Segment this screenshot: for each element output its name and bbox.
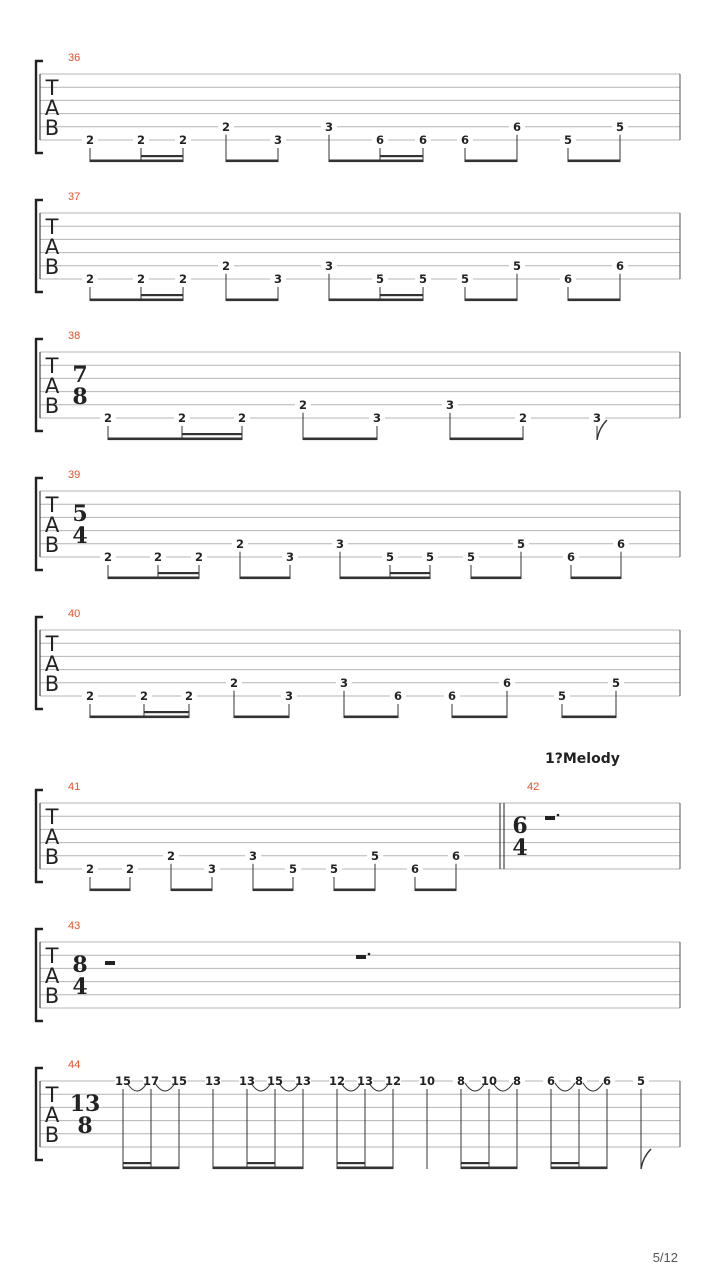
fret-number: 2 [229, 675, 239, 690]
time-signature-denominator: 8 [77, 1113, 93, 1139]
beam [415, 889, 456, 892]
fret-number: 10 [418, 1074, 436, 1088]
tab-clef-letter: T [45, 805, 59, 829]
beam [108, 577, 199, 580]
beam [568, 299, 620, 302]
fret-number: 5 [375, 272, 385, 286]
fret-number: 3 [445, 397, 455, 412]
tab-clef-letter: B [44, 1123, 60, 1147]
beam [337, 1167, 393, 1170]
tab-clef-letter: A [44, 374, 60, 398]
beam-16th [390, 572, 430, 574]
fret-number: 2 [518, 411, 528, 425]
beam-16th [337, 1162, 365, 1164]
fret-number: 2 [103, 550, 113, 564]
fret-number: 6 [410, 862, 420, 876]
beam [123, 1167, 179, 1170]
fret-number: 6 [546, 1074, 556, 1088]
tab-clef-letter: B [44, 116, 60, 140]
tab-clef-letter: A [44, 96, 60, 120]
fret-number: 3 [284, 689, 294, 703]
fret-number: 2 [178, 133, 188, 147]
beam [329, 299, 423, 302]
beam [213, 1167, 303, 1170]
beam [90, 299, 183, 302]
fret-number: 8 [574, 1074, 584, 1088]
fret-number: 15 [114, 1074, 132, 1088]
fret-number: 5 [288, 862, 298, 876]
tab-clef-letter: A [44, 513, 60, 537]
fret-number: 12 [328, 1074, 346, 1088]
fret-number: 6 [566, 550, 576, 564]
fret-number: 5 [615, 119, 625, 134]
fret-number: 3 [372, 411, 382, 425]
beam [90, 889, 130, 892]
measure-number: 43 [68, 920, 81, 932]
beam [465, 299, 517, 302]
rest-dot [557, 814, 560, 817]
beam [465, 160, 517, 163]
measure-number: 40 [68, 608, 81, 620]
beam [340, 577, 430, 580]
fret-number: 13 [204, 1074, 222, 1088]
beam [240, 577, 290, 580]
fret-number: 5 [611, 675, 621, 690]
time-signature-numerator: 13 [69, 1091, 101, 1117]
measure-number: 41 [68, 781, 81, 793]
time-signature-numerator: 8 [72, 952, 88, 978]
page-number: 5/12 [652, 1250, 678, 1265]
beam [253, 889, 293, 892]
fret-number: 6 [418, 133, 428, 147]
fret-number: 5 [418, 272, 428, 286]
fret-number: 15 [266, 1074, 284, 1088]
fret-number: 3 [324, 258, 334, 273]
fret-number: 5 [636, 1074, 646, 1088]
beam [471, 577, 521, 580]
beam-16th [247, 1162, 275, 1164]
beam-16th [123, 1162, 151, 1164]
fret-number: 2 [139, 689, 149, 703]
fret-number: 5 [466, 550, 476, 564]
fret-number: 17 [142, 1074, 160, 1088]
eighth-note-flag [641, 1149, 651, 1169]
fret-number: 8 [512, 1074, 522, 1088]
tab-clef-letter: A [44, 825, 60, 849]
tab-clef-letter: T [45, 1083, 59, 1107]
fret-number: 2 [136, 133, 146, 147]
fret-number: 13 [294, 1074, 312, 1088]
tab-clef-letter: T [45, 944, 59, 968]
rest-dot [368, 953, 371, 956]
measure-number: 37 [68, 191, 81, 203]
beam [461, 1167, 517, 1170]
beam [226, 299, 278, 302]
beam [303, 438, 377, 441]
tab-clef-letter: A [44, 235, 60, 259]
beam [551, 1167, 607, 1170]
time-signature-numerator: 5 [72, 501, 88, 527]
tab-clef-letter: B [44, 845, 60, 869]
beam-16th [380, 155, 423, 157]
tab-clef-letter: A [44, 652, 60, 676]
fret-number: 13 [238, 1074, 256, 1088]
fret-number: 3 [324, 119, 334, 134]
beam [571, 577, 621, 580]
fret-number: 2 [221, 119, 231, 134]
whole-rest [105, 961, 115, 965]
fret-number: 6 [375, 133, 385, 147]
fret-number: 15 [170, 1074, 188, 1088]
fret-number: 5 [460, 272, 470, 286]
fret-number: 2 [235, 536, 245, 551]
tab-clef-letter: T [45, 215, 59, 239]
fret-number: 6 [393, 689, 403, 703]
tab-clef-letter: B [44, 394, 60, 418]
tab-clef-letter: T [45, 493, 59, 517]
fret-number: 2 [194, 550, 204, 564]
fret-number: 2 [85, 272, 95, 286]
fret-number: 3 [273, 133, 283, 147]
time-signature-numerator: 7 [72, 362, 88, 388]
beam [234, 716, 289, 719]
measure-number: 36 [68, 52, 81, 64]
fret-number: 3 [248, 848, 258, 863]
beam-16th [144, 711, 189, 713]
beam-16th [182, 433, 242, 435]
fret-number: 6 [512, 119, 522, 134]
beam [334, 889, 375, 892]
fret-number: 3 [339, 675, 349, 690]
fret-number: 2 [85, 689, 95, 703]
fret-number: 5 [512, 258, 522, 273]
measure-number: 44 [68, 1059, 81, 1071]
fret-number: 2 [237, 411, 247, 425]
fret-number: 2 [177, 411, 187, 425]
fret-number: 2 [178, 272, 188, 286]
fret-number: 6 [447, 689, 457, 703]
time-signature-denominator: 4 [512, 835, 528, 861]
fret-number: 6 [563, 272, 573, 286]
beam [90, 716, 189, 719]
fret-number: 2 [125, 862, 135, 876]
measure-number: 42 [527, 781, 540, 793]
time-signature-denominator: 8 [72, 384, 88, 410]
fret-number: 6 [451, 848, 461, 863]
fret-number: 12 [384, 1074, 402, 1088]
fret-number: 3 [207, 862, 217, 876]
fret-number: 5 [563, 133, 573, 147]
fret-number: 5 [557, 689, 567, 703]
fret-number: 3 [335, 536, 345, 551]
time-signature-numerator: 6 [512, 813, 528, 839]
fret-number: 5 [329, 862, 339, 876]
beam [452, 716, 507, 719]
beam [344, 716, 398, 719]
time-signature-denominator: 4 [72, 974, 88, 1000]
fret-number: 2 [221, 258, 231, 273]
beam [329, 160, 423, 163]
tab-clef-letter: B [44, 984, 60, 1008]
tab-clef-letter: B [44, 255, 60, 279]
fret-number: 2 [166, 848, 176, 863]
fret-number: 3 [592, 411, 602, 425]
fret-number: 5 [385, 550, 395, 564]
beam [171, 889, 212, 892]
beam [562, 716, 616, 719]
beam-16th [380, 294, 423, 296]
fret-number: 13 [356, 1074, 374, 1088]
measure-number: 39 [68, 469, 81, 481]
fret-number: 6 [602, 1074, 612, 1088]
tab-clef-letter: T [45, 354, 59, 378]
beam-16th [141, 294, 183, 296]
beam [90, 160, 183, 163]
tab-clef-letter: T [45, 632, 59, 656]
beam [108, 438, 242, 441]
fret-number: 2 [136, 272, 146, 286]
fret-number: 6 [616, 536, 626, 551]
fret-number: 2 [153, 550, 163, 564]
fret-number: 2 [103, 411, 113, 425]
fret-number: 6 [460, 133, 470, 147]
fret-number: 10 [480, 1074, 498, 1088]
beam-16th [141, 155, 183, 157]
beam-16th [461, 1162, 489, 1164]
tab-clef-letter: B [44, 672, 60, 696]
fret-number: 5 [370, 848, 380, 863]
fret-number: 3 [273, 272, 283, 286]
fret-number: 2 [298, 397, 308, 412]
beam [568, 160, 620, 163]
beam [450, 438, 523, 441]
fret-number: 6 [502, 675, 512, 690]
tab-clef-letter: A [44, 1103, 60, 1127]
beam-16th [158, 572, 199, 574]
fret-number: 6 [615, 258, 625, 273]
section-label: 1?Melody [545, 751, 620, 767]
fret-number: 3 [285, 550, 295, 564]
fret-number: 5 [516, 536, 526, 551]
tab-clef-letter: A [44, 964, 60, 988]
half-rest [545, 816, 555, 820]
fret-number: 2 [184, 689, 194, 703]
fret-number: 8 [456, 1074, 466, 1088]
time-signature-denominator: 4 [72, 523, 88, 549]
fret-number: 2 [85, 862, 95, 876]
half-rest [356, 955, 366, 959]
measure-number: 38 [68, 330, 81, 342]
tab-clef-letter: T [45, 76, 59, 100]
beam [226, 160, 278, 163]
tab-clef-letter: B [44, 533, 60, 557]
fret-number: 2 [85, 133, 95, 147]
beam-16th [551, 1162, 579, 1164]
fret-number: 5 [425, 550, 435, 564]
